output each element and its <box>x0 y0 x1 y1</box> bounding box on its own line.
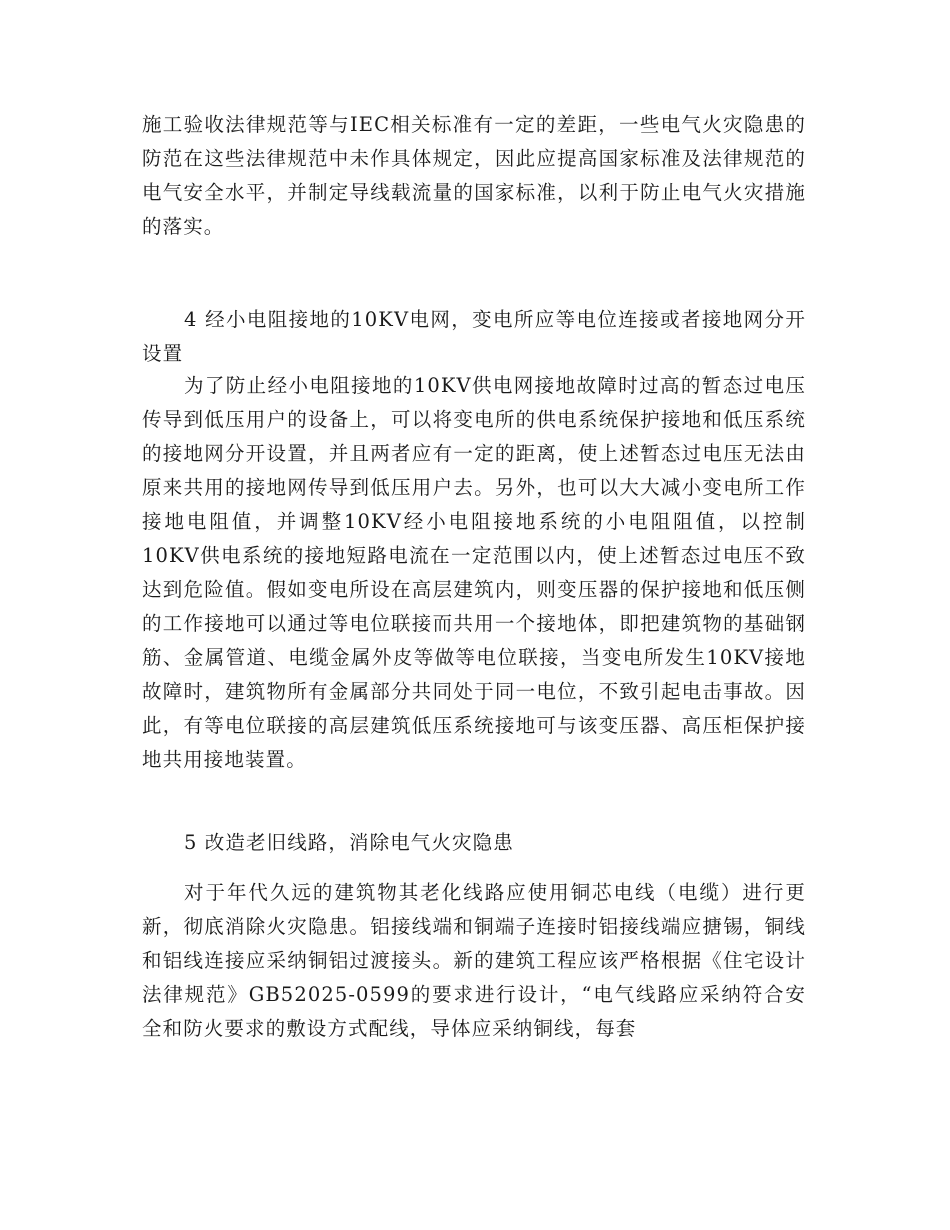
body-paragraph: 为了防止经小电阻接地的10KV供电网接地故障时过高的暂态过电压传导到低压用户的设备上，可以将变电所的供电系统保护接地和低压系统的接地网分开设置，并且两者应有一定的距离，使上述暂态过电压无法由原来共用的接地网传导到低压用户去。另外，也可以大大减小变电所工作接地电阻值，并调整10KV经小电阻接地系统的小电阻阻值，以控制10KV供电系统的接地短路电流在一定范围以内，使上述暂态过电压不致达到危险值。假如变电所设在高层建筑内，则变压器的保护接地和低压侧的工作接地可以通过等电位联接而共用一个接地体，即把建筑物的基础钢筋、金属管道、电缆金属外皮等做等电位联接，当变电所发生10KV接地故障时，建筑物所有金属部分共同处于同一电位，不致引起电击事故。因此，有等电位联接的高层建筑低压系统接地可与该变压器、高压柜保护接地共用接地装置。 <box>142 374 806 771</box>
section-4-body <box>142 369 806 777</box>
section-heading-5 <box>142 826 806 860</box>
body-paragraph: 对于年代久远的建筑物其老化线路应使用铜芯电线（电缆）进行更新，彻底消除火灾隐患。铝接线端和铜端子连接时铝接线端应搪锡，铜线和铝线连接应采纳铜铝过渡接头。新的建筑工程应该严格根据《住宅设计法律规范》GB52025-0599的要求进行设计，“电气线路应采纳符合安全和防火要求的敷设方式配线，导体应采纳铜线，每套 <box>142 881 806 1040</box>
heading-text: 5 改造老旧线路，消除电气火灾隐患 <box>184 831 514 854</box>
body-paragraph: 施工验收法律规范等与IEC相关标准有一定的差距，一些电气火灾隐患的防范在这些法律规范中未作具体规定，因此应提高国家标准及法律规范的电气安全水平，并制定导线载流量的国家标准，以利于防止电气火灾措施的落实。 <box>142 113 806 238</box>
paragraph-continuation <box>142 108 806 244</box>
section-5-body <box>142 876 806 1046</box>
section-heading-4 <box>142 303 806 371</box>
heading-text: 4 经小电阻接地的10KV电网，变电所应等电位连接或者接地网分开设置 <box>142 308 806 365</box>
